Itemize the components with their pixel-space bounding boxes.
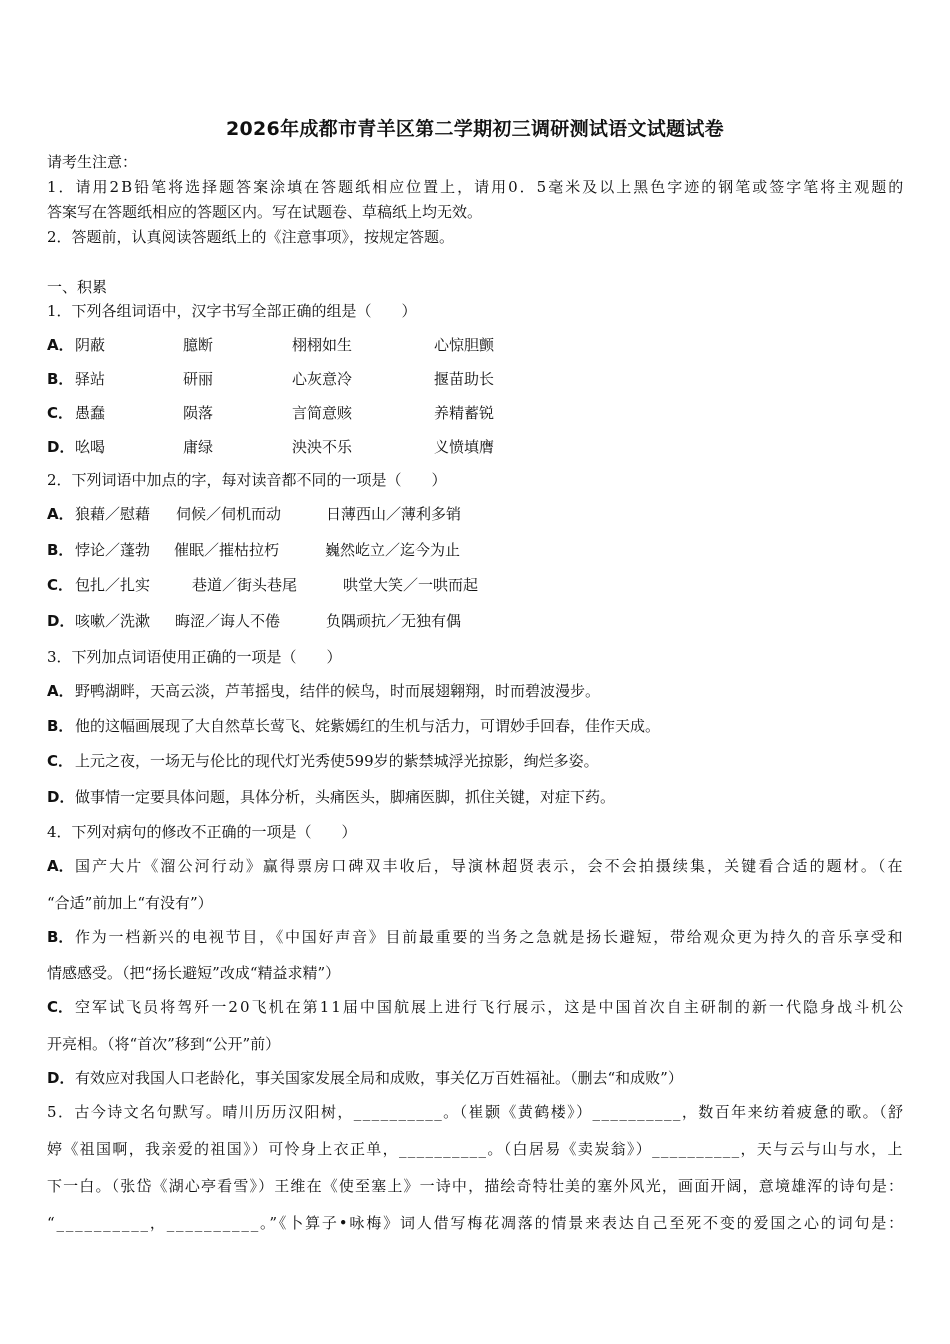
q4-stem: 4．下列对病句的修改不正确的一项是（ ） (47, 823, 357, 841)
section-heading: 一、积累 (47, 278, 108, 296)
q1-word: 栩栩如生 (292, 336, 353, 354)
q3-option-text: 野鸭湖畔，天高云淡，芦苇摇曳，结伴的候鸟，时而展翅翱翔，时而碧波漫步。 (75, 682, 601, 700)
q2-group: 催眠／摧枯拉朽 (174, 541, 280, 559)
notice-item-1-line-1: 1．请用2B铅笔将选择题答案涂填在答题纸相应位置上，请用0．5毫米及以上黑色字迹的钢笔或签字笔将主观题的 (47, 178, 906, 196)
q4-option-label: A． (47, 857, 74, 875)
q1-word: 庸绿 (183, 438, 214, 456)
q2-option-label: C． (47, 576, 74, 594)
q4-option-label: D． (47, 1069, 75, 1087)
notice-heading: 请考生注意： (47, 153, 138, 171)
q1-word: 泱泱不乐 (292, 438, 353, 456)
q2-group: 负隅顽抗／无独有偶 (326, 612, 462, 630)
q1-word: 愚蠢 (75, 404, 106, 422)
q1-option-label: D． (47, 438, 75, 456)
q3-option-text: 上元之夜，一场无与伦比的现代灯光秀使599岁的紫禁城浮光掠影，绚烂多姿。 (75, 752, 599, 770)
q1-word: 心灰意冷 (292, 370, 353, 388)
q1-word: 心惊胆颤 (434, 336, 495, 354)
q1-word: 言简意赅 (292, 404, 353, 422)
q4-option-a-line-1: 国产大片《溜公河行动》赢得票房口碑双丰收后，导演林超贤表示，会不会拍摄续集，关键看合适的题材。（在 (75, 857, 905, 875)
q3-stem: 3．下列加点词语使用正确的一项是（ ） (47, 648, 342, 666)
q1-word: 养精蓄锐 (434, 404, 495, 422)
q2-group: 咳嗽／洗漱 (75, 612, 151, 630)
q3-option-text: 做事情一定要具体问题，具体分析，头痛医头，脚痛医脚，抓住关键，对症下药。 (75, 788, 616, 806)
q2-group: 日薄西山／薄利多销 (326, 505, 462, 523)
q1-word: 驿站 (75, 370, 106, 388)
q1-word: 研丽 (183, 370, 214, 388)
notice-item-1-line-2: 答案写在答题纸相应的答题区内。写在试题卷、草稿纸上均无效。 (47, 203, 483, 221)
q5-line-2: 婷《祖国啊，我亲爱的祖国》）可怜身上衣正单，__________。（白居易《卖炭翁》）__________，天与云与山与水，上 (47, 1140, 904, 1158)
q1-word: 吆喝 (75, 438, 106, 456)
q1-option-label: C． (47, 404, 74, 422)
q2-group: 晦涩／诲人不倦 (175, 612, 281, 630)
q4-option-c-line-1: 空军试飞员将驾歼一20飞机在第11届中国航展上进行飞行展示，这是中国首次自主研制的新一代隐身战斗机公 (75, 998, 906, 1016)
q2-group: 巷道／街头巷尾 (192, 576, 298, 594)
q2-group: 包扎／扎实 (75, 576, 151, 594)
q2-group: 伺候／伺机而动 (176, 505, 282, 523)
q3-option-text: 他的这幅画展现了大自然草长莺飞、姹紫嫣红的生机与活力，可谓妙手回春，佳作天成。 (75, 717, 661, 735)
q4-option-a-line-2: “合适”前加上“有没有”） (47, 894, 213, 912)
q1-option-label: A． (47, 336, 74, 354)
q4-option-label: B． (47, 928, 74, 946)
q1-word: 臆断 (183, 336, 214, 354)
q5-line-4: “__________，__________。”《卜算子•咏梅》词人借写梅花凋落的情景来表达自己至死不变的爱国之心的词句是： (47, 1214, 906, 1232)
q3-option-label: B． (47, 717, 74, 735)
q1-word: 揠苗助长 (434, 370, 495, 388)
q2-option-label: B． (47, 541, 74, 559)
exam-title: 2026年成都市青羊区第二学期初三调研测试语文试题试卷 (226, 118, 724, 140)
q2-group: 狼藉／慰藉 (75, 505, 151, 523)
q2-stem: 2．下列词语中加点的字，每对读音都不同的一项是（ ） (47, 471, 447, 489)
q4-option-b-line-2: 情感感受。（把“扬长避短”改成“精益求精”） (47, 964, 341, 982)
q1-word: 阴蔽 (75, 336, 106, 354)
q3-option-label: A． (47, 682, 74, 700)
q2-group: 巍然屹立／迄今为止 (325, 541, 461, 559)
q3-option-label: D． (47, 788, 75, 806)
q1-word: 陨落 (183, 404, 214, 422)
q1-option-label: B． (47, 370, 74, 388)
q4-option-label: C． (47, 998, 74, 1016)
notice-item-2: 2．答题前，认真阅读答题纸上的《注意事项》，按规定答题。 (47, 228, 455, 246)
q3-option-label: C． (47, 752, 74, 770)
q2-option-label: A． (47, 505, 74, 523)
q4-option-b-line-1: 作为一档新兴的电视节目，《中国好声音》目前最重要的当务之急就是扬长避短，带给观众更为持久的音乐享受和 (75, 928, 905, 946)
q2-group: 悖论／蓬勃 (75, 541, 151, 559)
q4-option-d: 有效应对我国人口老龄化，事关国家发展全局和成败，事关亿万百姓福祉。（删去“和成败”） (75, 1069, 683, 1087)
q5-line-1: 5．古今诗文名句默写。晴川历历汉阳树，__________。（崔颢《黄鹤楼》）__________，数百年来纺着疲惫的歌。（舒 (47, 1103, 905, 1121)
q2-option-label: D． (47, 612, 75, 630)
q1-word: 义愤填膺 (434, 438, 495, 456)
q4-option-c-line-2: 开亮相。（将“首次”移到“公开”前） (47, 1035, 281, 1053)
q2-group: 哄堂大笑／一哄而起 (343, 576, 479, 594)
q1-stem: 1．下列各组词语中，汉字书写全部正确的组是（ ） (47, 302, 417, 320)
q5-line-3: 下一白。（张岱《湖心亭看雪》）王维在《使至塞上》一诗中，描绘奇特壮美的塞外风光，画面开阔，意境雄浑的诗句是： (47, 1177, 905, 1195)
